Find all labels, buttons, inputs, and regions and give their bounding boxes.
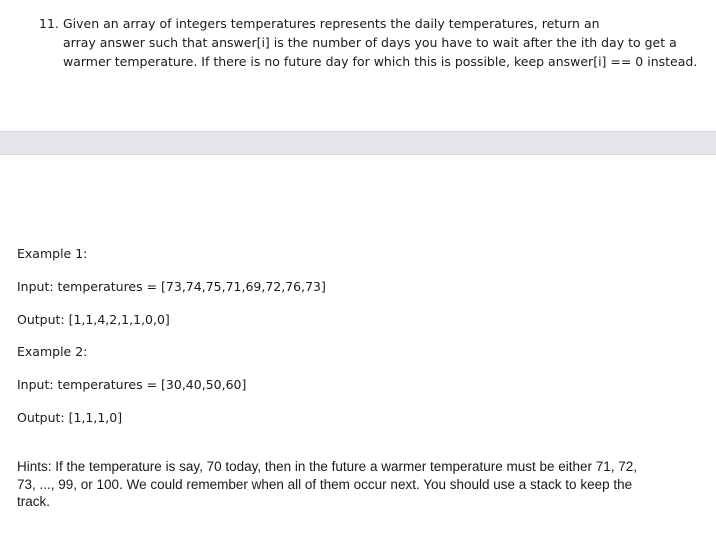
problem-statement <box>39 14 698 71</box>
problem-number: 11. <box>39 16 59 31</box>
hints-line-2: 73, ..., 99, or 100. We could remember when all of them occur next. You should use a stack to keep the <box>17 476 633 492</box>
problem-text-line-1: Given an array of integers temperatures represents the daily temperatures, return an <box>63 16 600 31</box>
problem-text-line-2: array answer such that answer[i] is the number of days you have to wait after the ith day to get a <box>63 35 677 50</box>
example-2-heading: Example 2: <box>17 344 88 360</box>
examples-section <box>17 246 326 443</box>
hints-section <box>17 458 697 511</box>
example-1-input: Input: temperatures = [73,74,75,71,69,72,76,73] <box>17 278 326 294</box>
hints-line-3: track. <box>17 494 51 509</box>
page-separator <box>0 131 716 155</box>
example-2-input: Input: temperatures = [30,40,50,60] <box>17 377 247 393</box>
example-1-output: Output: [1,1,4,2,1,1,0,0] <box>17 311 170 327</box>
hints-line-1: Hints: If the temperature is say, 70 today, then in the future a warmer temperature must be either 71, 72, <box>17 459 638 474</box>
problem-text-line-3: warmer temperature. If there is no future day for which this is possible, keep answer[i] == 0 instead. <box>63 54 698 69</box>
example-2-output: Output: [1,1,1,0] <box>17 409 123 425</box>
problem-line-1 <box>39 14 689 33</box>
example-1-heading: Example 1: <box>17 246 88 261</box>
